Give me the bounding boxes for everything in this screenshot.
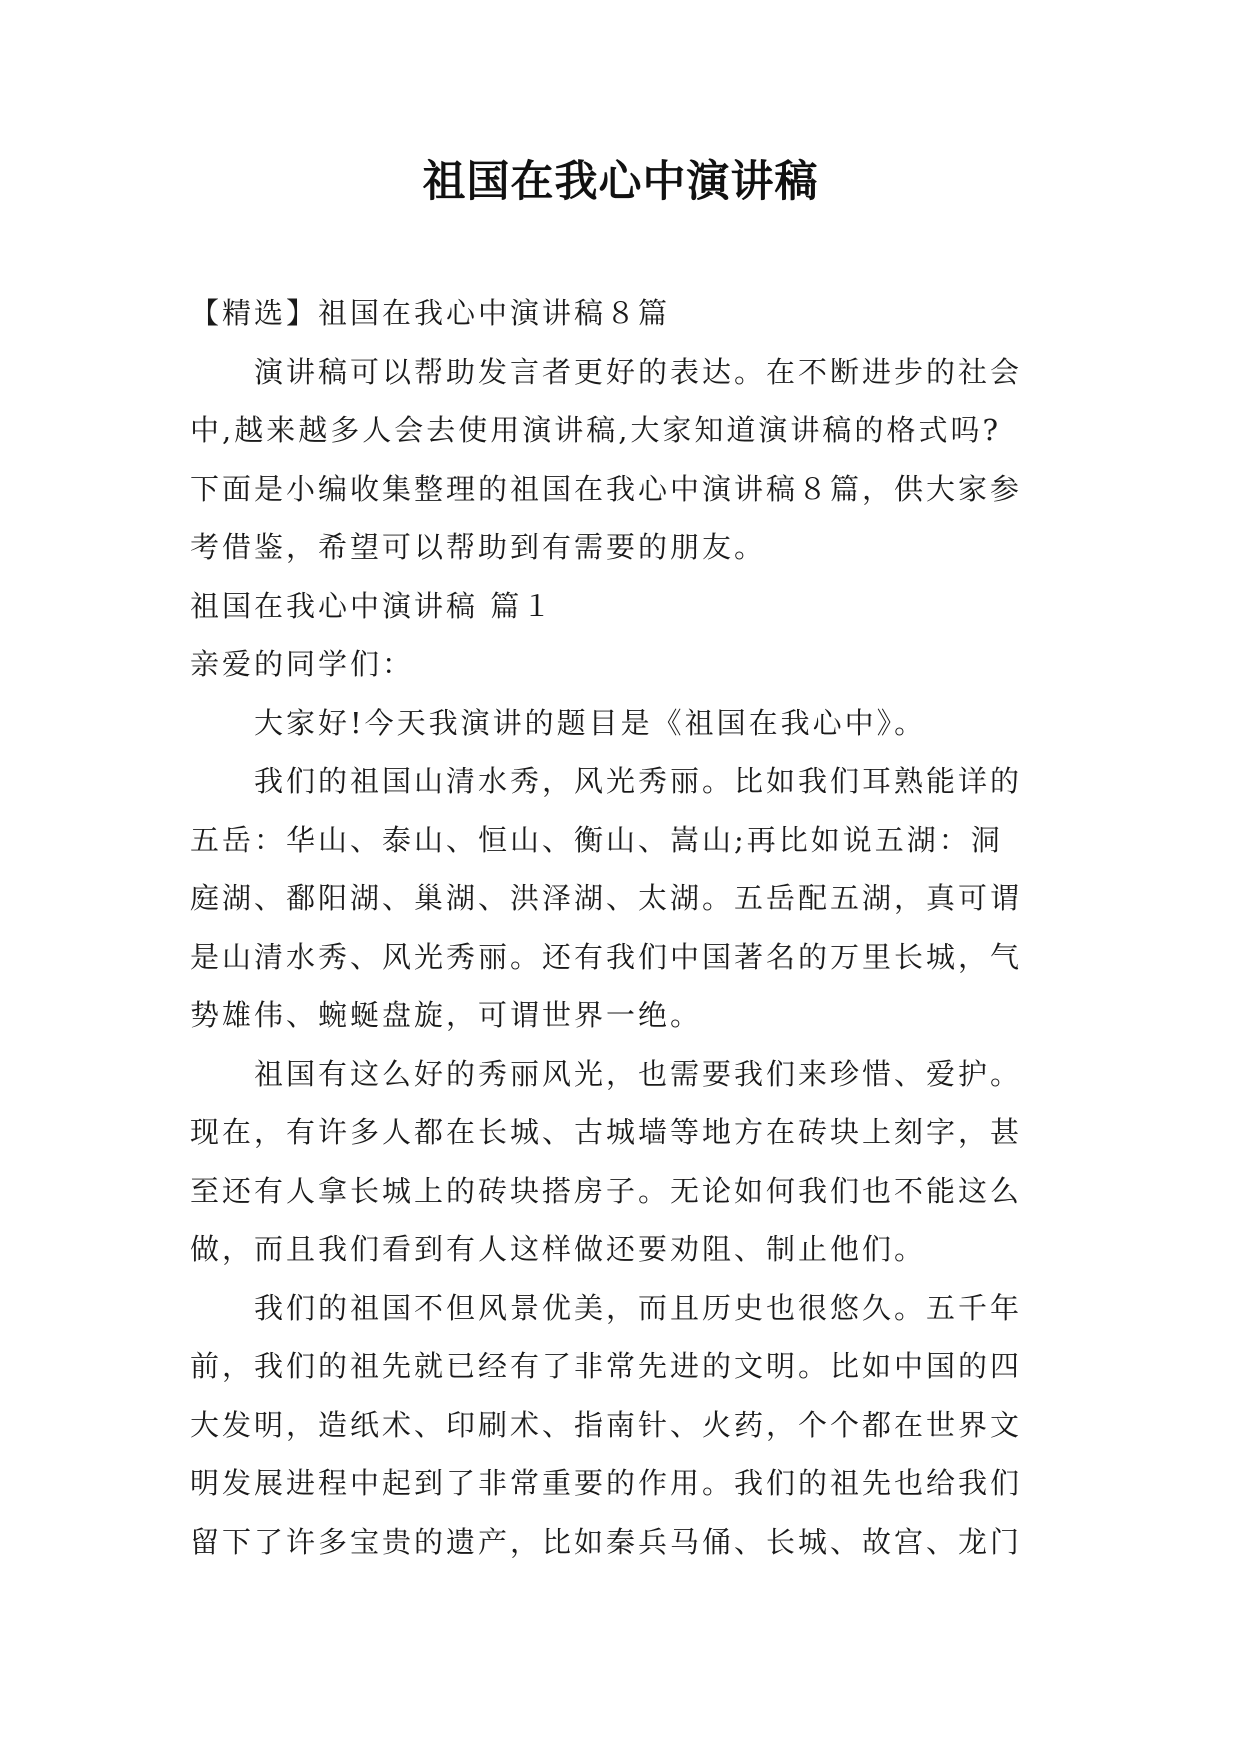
text-line: 势雄伟、蜿蜒盘旋，可谓世界一绝。 bbox=[190, 998, 703, 1032]
text-line: 中,越来越多人会去使用演讲稿,大家知道演讲稿的格式吗? bbox=[190, 413, 1001, 447]
text-line: 明发展进程中起到了非常重要的作用。我们的祖先也给我们 bbox=[190, 1466, 1023, 1500]
text-line: 留下了许多宝贵的遗产，比如秦兵马俑、长城、故宫、龙门 bbox=[190, 1524, 1023, 1559]
text-line: 我们的祖国山清水秀，风光秀丽。比如我们耳熟能详的 bbox=[254, 764, 1023, 798]
document-body bbox=[190, 284, 1060, 1571]
text-line: 是山清水秀、风光秀丽。还有我们中国著名的万里长城，气 bbox=[190, 939, 1023, 974]
text-line: 演讲稿可以帮助发言者更好的表达。在不断进步的社会 bbox=[254, 354, 1023, 389]
text-line: 祖国有这么好的秀丽风光，也需要我们来珍惜、爱护。 bbox=[254, 1056, 1023, 1091]
text-line: 下面是小编收集整理的祖国在我心中演讲稿８篇，供大家参 bbox=[190, 471, 1023, 506]
text-line: 考借鉴，希望可以帮助到有需要的朋友。 bbox=[190, 530, 767, 564]
document-title: 祖国在我心中演讲稿 bbox=[422, 157, 819, 207]
text-line: 前，我们的祖先就已经有了非常先进的文明。比如中国的四 bbox=[190, 1349, 1023, 1383]
text-line: 现在，有许多人都在长城、古城墙等地方在砖块上刻字，甚 bbox=[190, 1115, 1023, 1149]
text-line: 至还有人拿长城上的砖块搭房子。无论如何我们也不能这么 bbox=[190, 1173, 1023, 1208]
text-line: 亲爱的同学们： bbox=[190, 647, 415, 681]
text-line: 五岳：华山、泰山、恒山、衡山、嵩山;再比如说五湖：洞 bbox=[190, 822, 1003, 857]
text-line: 大家好!今天我演讲的题目是《祖国在我心中》。 bbox=[254, 705, 927, 740]
text-line: 我们的祖国不但风景优美，而且历史也很悠久。五千年 bbox=[254, 1290, 1023, 1325]
text-line: 祖国在我心中演讲稿 篇１ bbox=[190, 588, 555, 623]
text-line: 庭湖、鄱阳湖、巢湖、洪泽湖、太湖。五岳配五湖，真可谓 bbox=[190, 881, 1023, 915]
text-line: 做，而且我们看到有人这样做还要劝阻、制止他们。 bbox=[190, 1232, 927, 1266]
text-line: 大发明，造纸术、印刷术、指南针、火药，个个都在世界文 bbox=[190, 1407, 1023, 1442]
text-line: 【精选】祖国在我心中演讲稿８篇 bbox=[190, 296, 671, 330]
